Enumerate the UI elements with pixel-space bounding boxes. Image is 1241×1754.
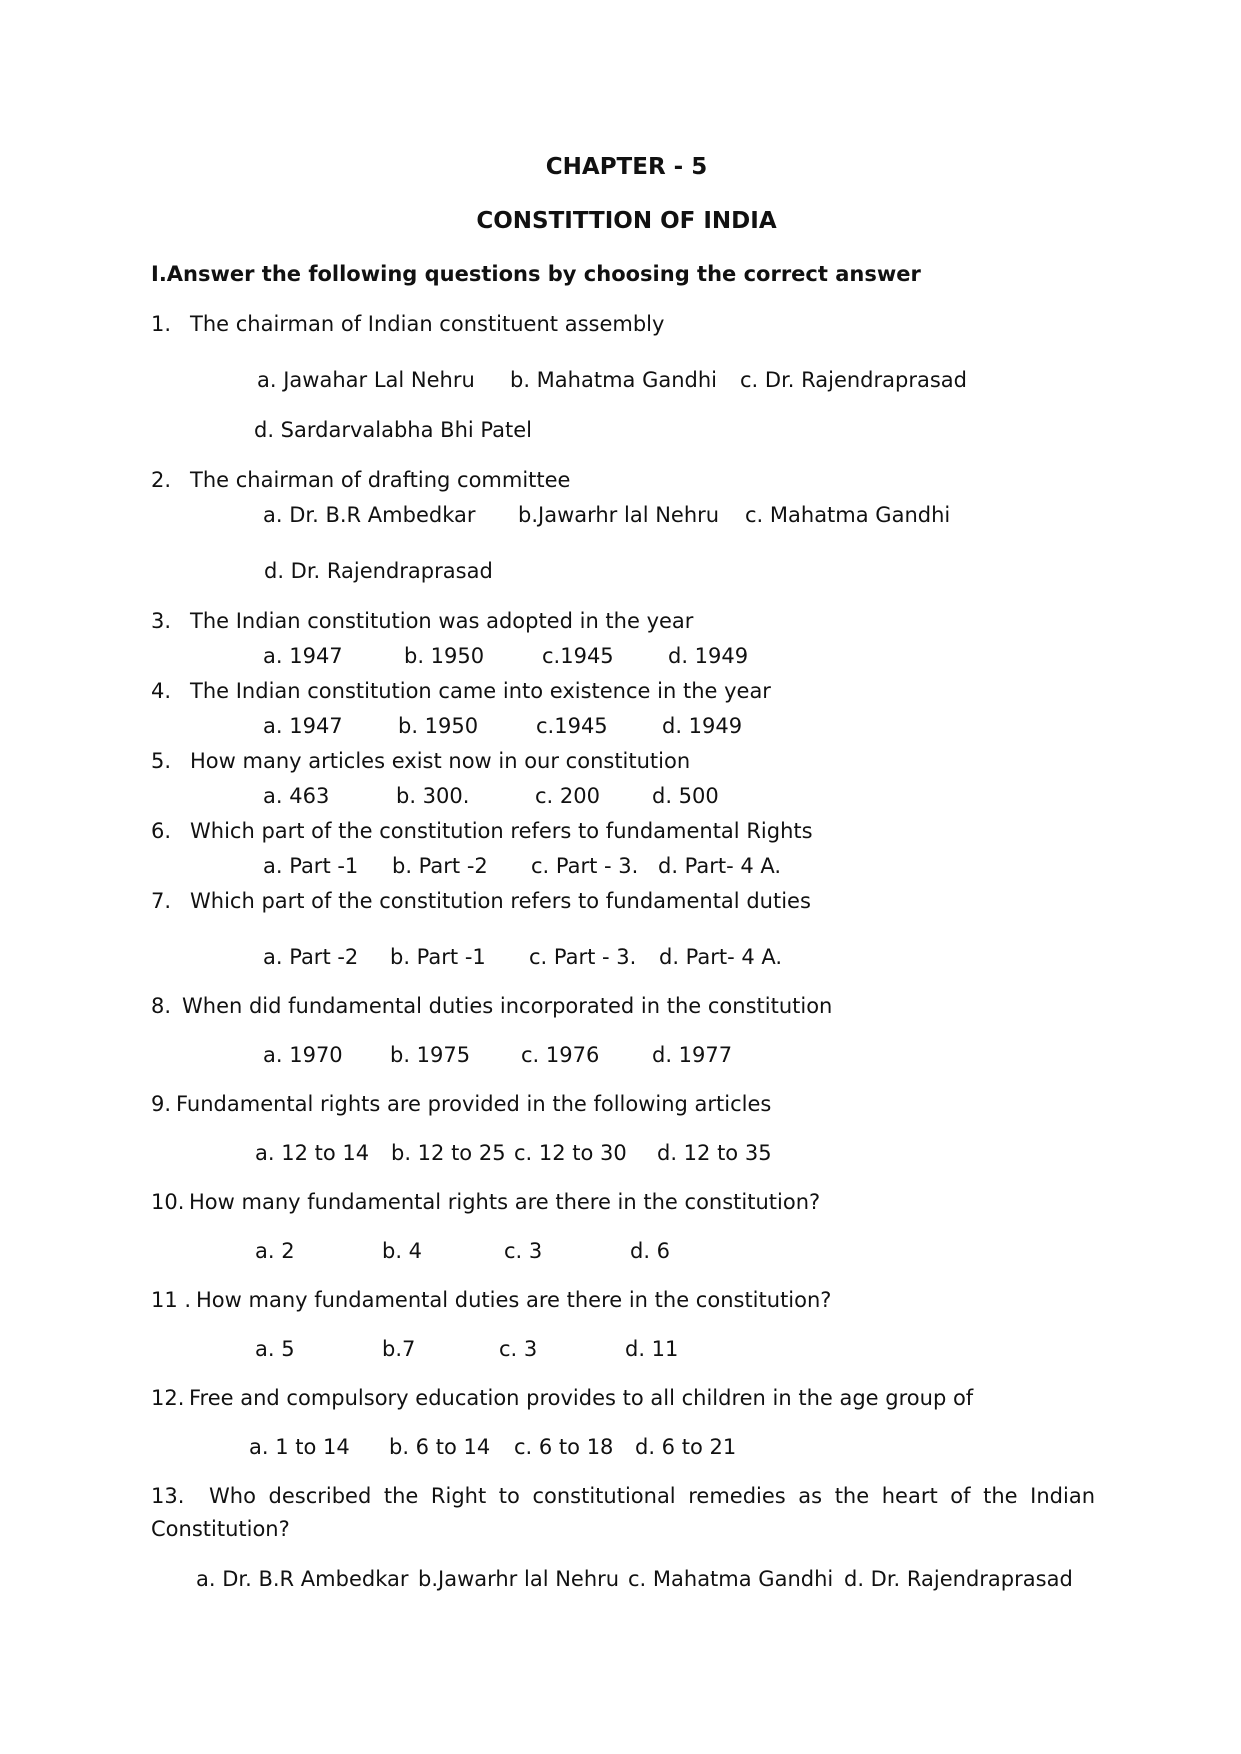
question-text: The Indian constitution came into existence in the year [190,679,771,703]
option-c: c. 3 [504,1239,543,1263]
question-text: Which part of the constitution refers to fundamental duties [190,889,811,913]
option-c: c. Part - 3. [529,945,637,969]
question-number: 8. [151,994,172,1018]
question-number: 5. [151,749,172,773]
option-d: d. 500 [652,784,719,808]
option-a: a. 1947 [263,644,343,668]
option-c: c. 3 [499,1337,538,1361]
question-number: 11 . [151,1288,192,1312]
option-c: c. 12 to 30 [514,1141,627,1165]
option-b: b. 1950 [404,644,485,668]
option-a: a. Part -2 [263,945,359,969]
page-title: CONSTITTION OF INDIA [476,208,777,234]
option-d: d. Dr. Rajendraprasad [844,1567,1073,1591]
question-text: Free and compulsory education provides to all children in the age group of [189,1386,974,1410]
question-number: 12. [151,1386,185,1410]
option-d: d. 1977 [652,1043,733,1067]
option-d: d. Part- 4 A. [658,854,782,878]
question-text: How many fundamental duties are there in the constitution? [196,1288,832,1312]
question-number: 9. [151,1092,172,1116]
option-b: b. 1950 [398,714,479,738]
option-c: c. Part - 3. [531,854,639,878]
option-b: b. 12 to 25 [391,1141,506,1165]
option-b: b. 300. [396,784,470,808]
chapter-heading: CHAPTER - 5 [545,154,708,180]
option-b: b. 1975 [390,1043,471,1067]
option-d: d. 11 [625,1337,679,1361]
option-d: d. Sardarvalabha Bhi Patel [254,418,532,442]
question-text-continued: Constitution? [151,1517,290,1541]
question-text: Fundamental rights are provided in the following articles [176,1092,772,1116]
question-number: 1. [151,312,172,336]
option-d: d. 6 to 21 [635,1435,737,1459]
option-b: b.7 [382,1337,416,1361]
question-number: 2. [151,468,172,492]
option-b: b. Part -1 [390,945,486,969]
option-a: a. 2 [255,1239,295,1263]
option-b: b. 4 [382,1239,423,1263]
option-d: d. Dr. Rajendraprasad [264,559,493,583]
question-number: 10. [151,1190,185,1214]
option-d: d. Part- 4 A. [659,945,783,969]
option-c: c. 6 to 18 [514,1435,614,1459]
question-text: The Indian constitution was adopted in the year [190,609,694,633]
option-b: b. Part -2 [392,854,488,878]
option-b: b.Jawarhr lal Nehru [518,503,720,527]
question-number: 6. [151,819,172,843]
option-a: a. Dr. B.R Ambedkar [263,503,476,527]
question-text: When did fundamental duties incorporated in the constitution [182,994,833,1018]
option-a: a. Part -1 [263,854,359,878]
option-c: c. 200 [535,784,600,808]
question-text: The chairman of drafting committee [190,468,571,492]
option-a: a. 1970 [263,1043,343,1067]
option-d: d. 6 [630,1239,671,1263]
option-c: c.1945 [542,644,614,668]
question-number: 3. [151,609,172,633]
question-text: Who described the Right to constitutional remedies as the heart of the Indian [209,1484,1095,1508]
option-c: c. Dr. Rajendraprasad [740,368,967,392]
option-a: a. Dr. B.R Ambedkar [196,1567,409,1591]
option-d: d. 1949 [668,644,749,668]
question-text: How many fundamental rights are there in the constitution? [189,1190,821,1214]
option-a: a. Jawahar Lal Nehru [257,368,475,392]
option-d: d. 12 to 35 [657,1141,772,1165]
question-number: 13. [151,1484,185,1508]
option-a: a. 1947 [263,714,343,738]
option-c: c. Mahatma Gandhi [628,1567,834,1591]
option-c: c.1945 [536,714,608,738]
option-d: d. 1949 [662,714,743,738]
option-a: a. 5 [255,1337,295,1361]
question-text: The chairman of Indian constituent assembly [190,312,665,336]
question-number: 4. [151,679,172,703]
option-a: a. 463 [263,784,330,808]
instruction-text: I.Answer the following questions by choosing the correct answer [151,262,921,286]
question-number: 7. [151,889,172,913]
option-b: b.Jawarhr lal Nehru [418,1567,620,1591]
option-a: a. 1 to 14 [249,1435,350,1459]
option-a: a. 12 to 14 [255,1141,370,1165]
option-c: c. 1976 [521,1043,600,1067]
option-b: b. 6 to 14 [389,1435,491,1459]
question-text: Which part of the constitution refers to fundamental Rights [190,819,813,843]
option-b: b. Mahatma Gandhi [510,368,718,392]
option-c: c. Mahatma Gandhi [745,503,951,527]
question-text: How many articles exist now in our constitution [190,749,691,773]
